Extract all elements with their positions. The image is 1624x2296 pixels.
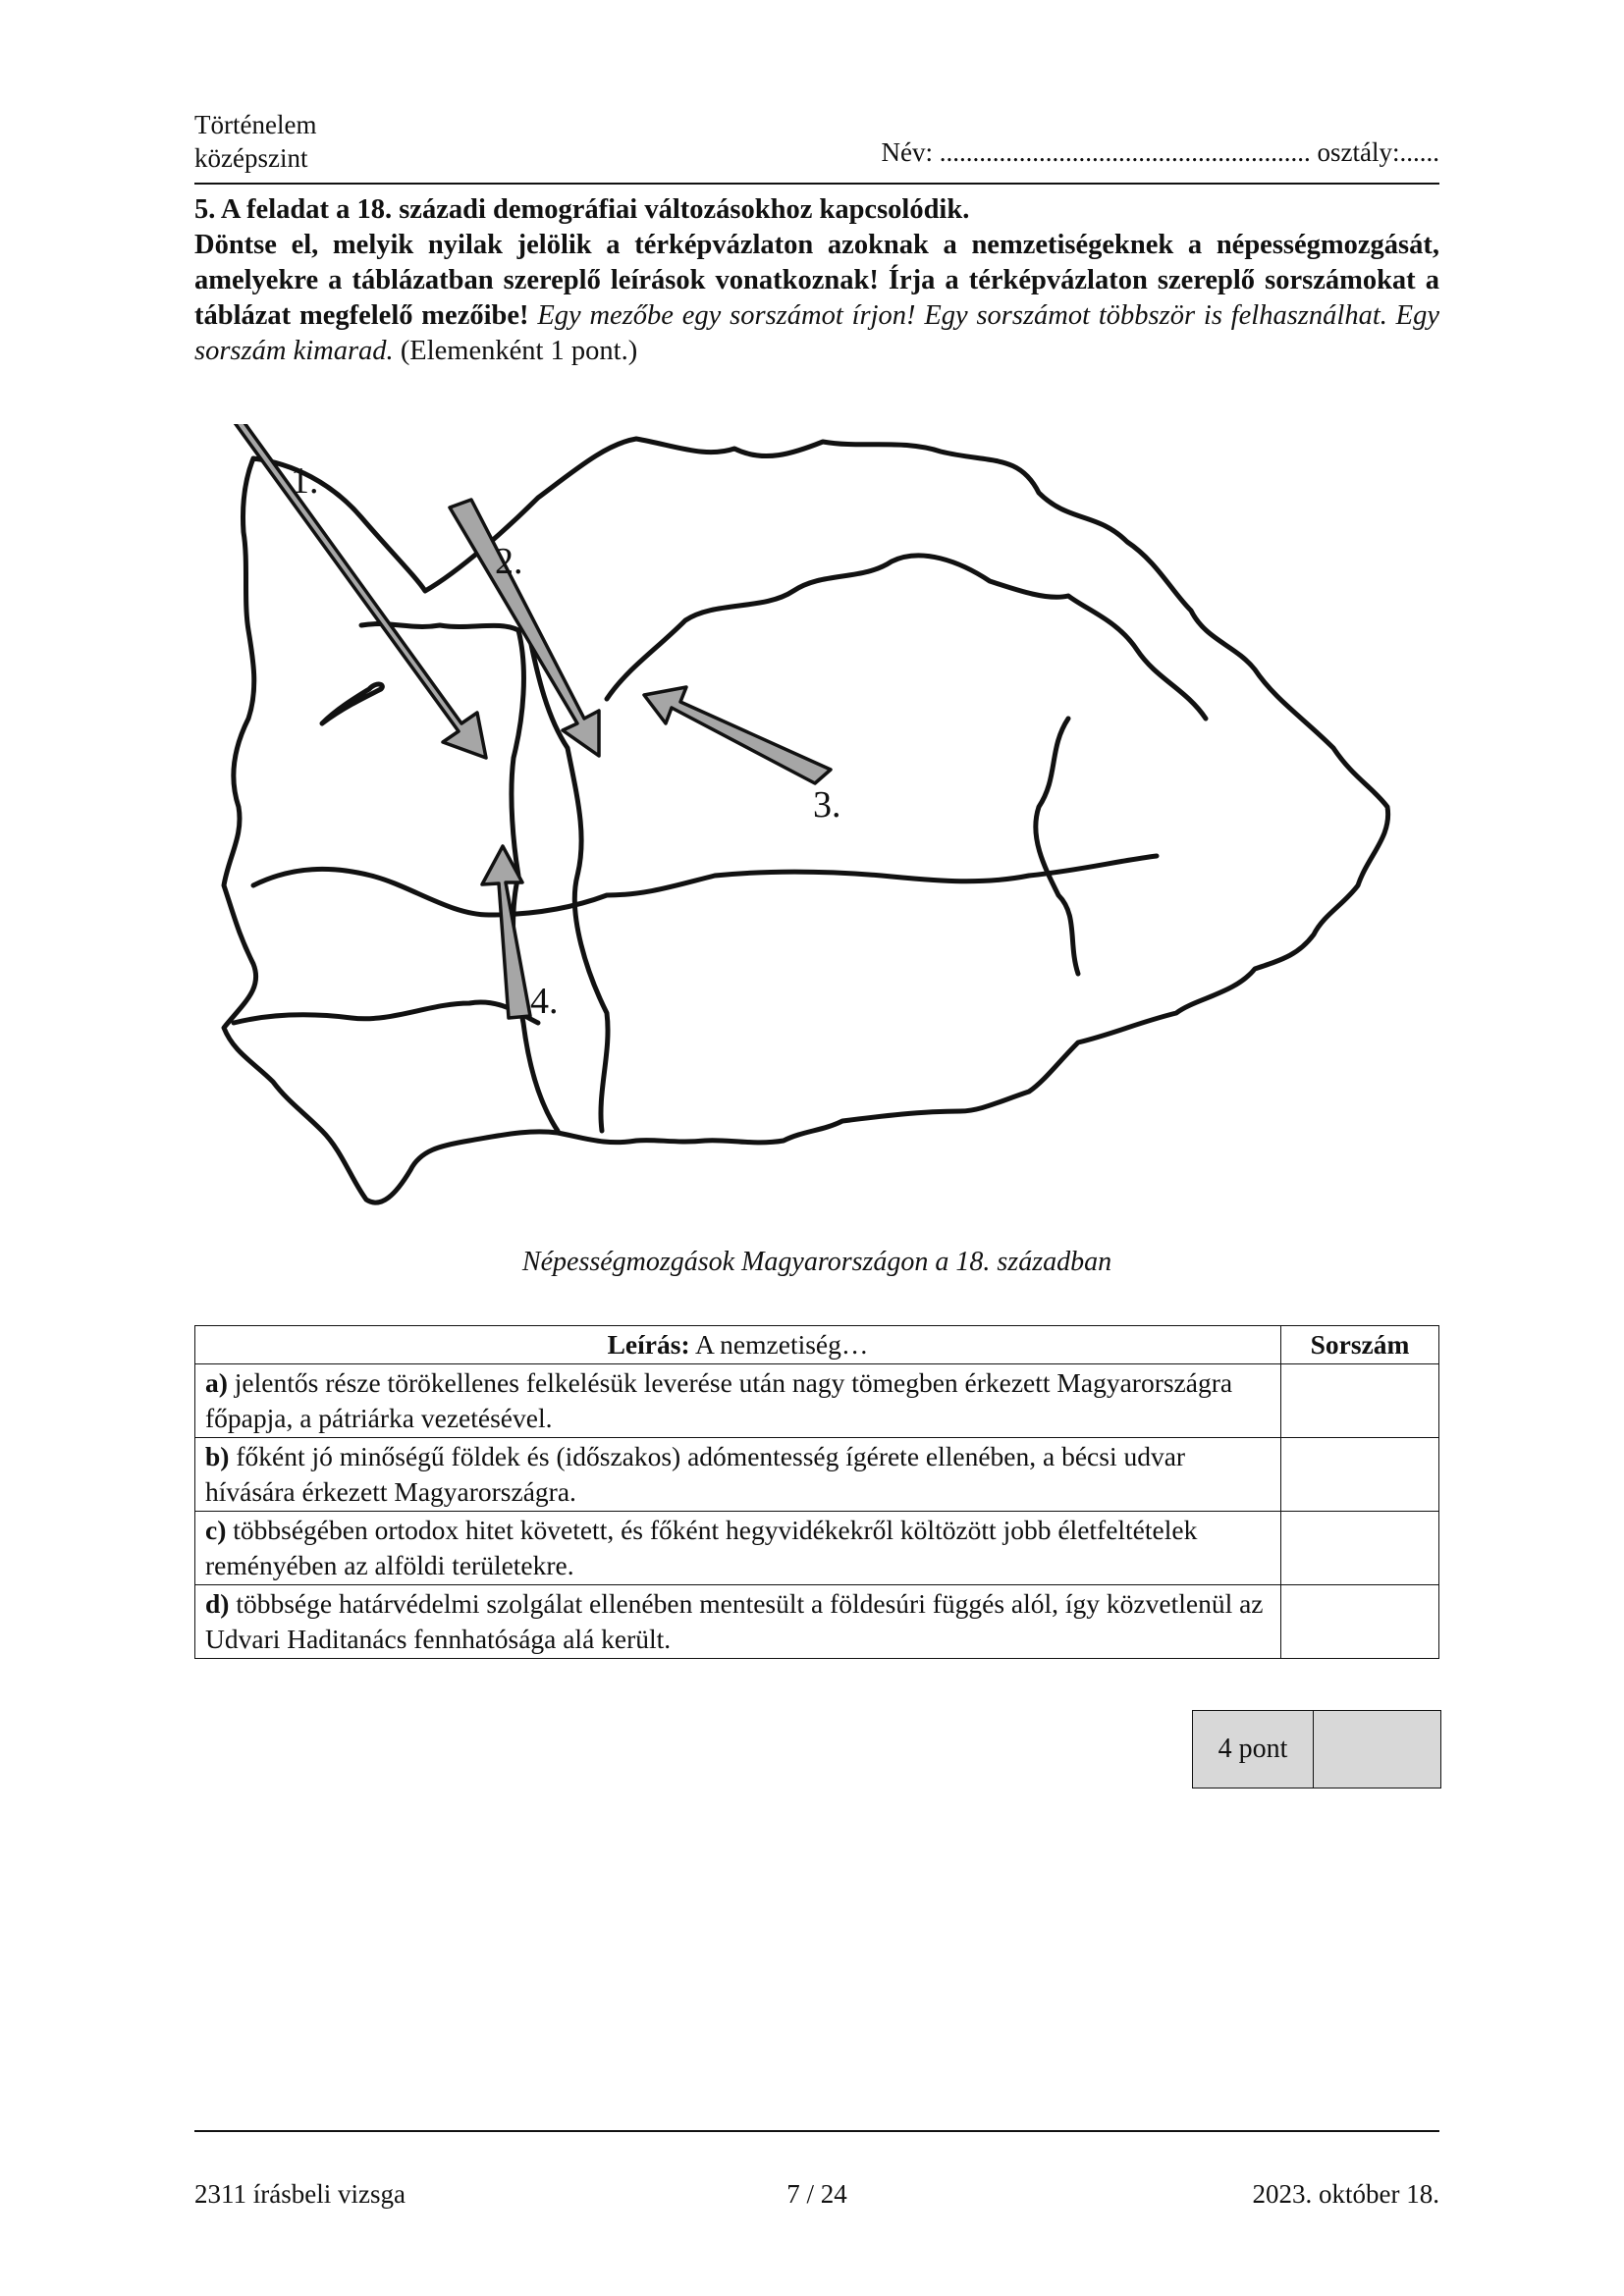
- lake-balaton: [322, 684, 382, 723]
- instruction-bold: Döntse el, melyik nyilak jelölik a térképvázlaton azoknak a nemzetiségeknek a népességmozgását, amelyekre a táblázatban szereplő leírások vonatkoznak! Írja a térképvázlaton szereplő sorszámokat a táblázat megfelelő mezőibe!: [194, 230, 1439, 331]
- row-text: többségében ortodox hitet követett, és főként hegyvidékekről költözött jobb életfeltételek reményében az alföldi területekre.: [205, 1515, 1198, 1580]
- header-desc-bold: Leírás:: [607, 1329, 690, 1360]
- description-table: [194, 1325, 1439, 1659]
- row-description: [195, 1585, 1281, 1659]
- page-footer: [194, 2130, 1439, 2209]
- score-label: 4 pont: [1193, 1711, 1314, 1788]
- task-instructions: [194, 192, 1439, 369]
- exam-code: 2311 írásbeli vizsga: [194, 2179, 406, 2209]
- subject-line-2: középszint: [194, 143, 308, 173]
- header-description: [195, 1326, 1281, 1364]
- score-box: [1192, 1710, 1441, 1789]
- instruction-italic: Egy mezőbe egy sorszámot írjon! Egy sorszámot többször is felhasználhat. Egy sorszám kimarad.: [194, 300, 1439, 366]
- arrow-label-4: 4.: [530, 981, 559, 1022]
- row-description: [195, 1364, 1281, 1438]
- arrow-label-3: 3.: [813, 784, 841, 826]
- header-desc-rest: A nemzetiség…: [694, 1329, 869, 1360]
- row-text: többsége határvédelmi szolgálat ellenében mentesült a földesúri függés alól, így közvetlenül az Udvari Haditanács fennhatósága alá került.: [205, 1588, 1264, 1654]
- table-row: [195, 1364, 1439, 1438]
- row-text: jelentős része törökellenes felkelésük leverése után nagy tömegben érkezett Magyarországra főpapja, a pátriárka vezetésével.: [205, 1367, 1233, 1433]
- row-text: főként jó minőségű földek és (időszakos) adómentesség ígérete ellenében, a bécsi udvar hívására érkezett Magyarországra.: [205, 1441, 1186, 1507]
- border-southwest: [234, 1002, 538, 1023]
- task-title: 5. A feladat a 18. századi demográfiai változásokhoz kapcsolódik.: [194, 194, 970, 225]
- page-number: 7 / 24: [786, 2179, 847, 2209]
- border-north-inner: [607, 556, 1206, 719]
- score-field[interactable]: [1314, 1711, 1440, 1788]
- row-letter: a): [205, 1367, 228, 1398]
- answer-cell-b[interactable]: [1281, 1438, 1439, 1512]
- exam-date: 2023. október 18.: [1252, 2179, 1439, 2209]
- arrow-label-1: 1.: [291, 460, 319, 502]
- arrow-3: [644, 687, 831, 783]
- answer-cell-d[interactable]: [1281, 1585, 1439, 1659]
- subject-label: [194, 108, 316, 175]
- table-row: [195, 1438, 1439, 1512]
- row-letter: b): [205, 1441, 230, 1471]
- table-header-row: [195, 1326, 1439, 1364]
- row-letter: c): [205, 1515, 227, 1545]
- answer-cell-a[interactable]: [1281, 1364, 1439, 1438]
- border-west: [361, 624, 558, 1131]
- name-class-field[interactable]: Név: ........................................................ osztály:......: [881, 137, 1439, 167]
- arrow-label-2: 2.: [495, 541, 523, 582]
- points-note: (Elemenként 1 pont.): [400, 336, 638, 366]
- header-number: Sorszám: [1281, 1326, 1439, 1364]
- answer-cell-c[interactable]: [1281, 1512, 1439, 1585]
- row-description: [195, 1438, 1281, 1512]
- border-south-horizontal: [253, 856, 1157, 915]
- outer-border: [224, 439, 1388, 1202]
- row-description: [195, 1512, 1281, 1585]
- arrow-4: [482, 846, 530, 1018]
- row-letter: d): [205, 1588, 230, 1619]
- table-row: [195, 1512, 1439, 1585]
- border-east: [1036, 719, 1078, 974]
- subject-line-1: Történelem: [194, 110, 317, 139]
- map-caption: Népességmozgások Magyarországon a 18. században: [521, 1247, 1112, 1277]
- page-header: [194, 108, 1439, 185]
- hungary-sketch-map: [214, 424, 1410, 1239]
- table-row: [195, 1585, 1439, 1659]
